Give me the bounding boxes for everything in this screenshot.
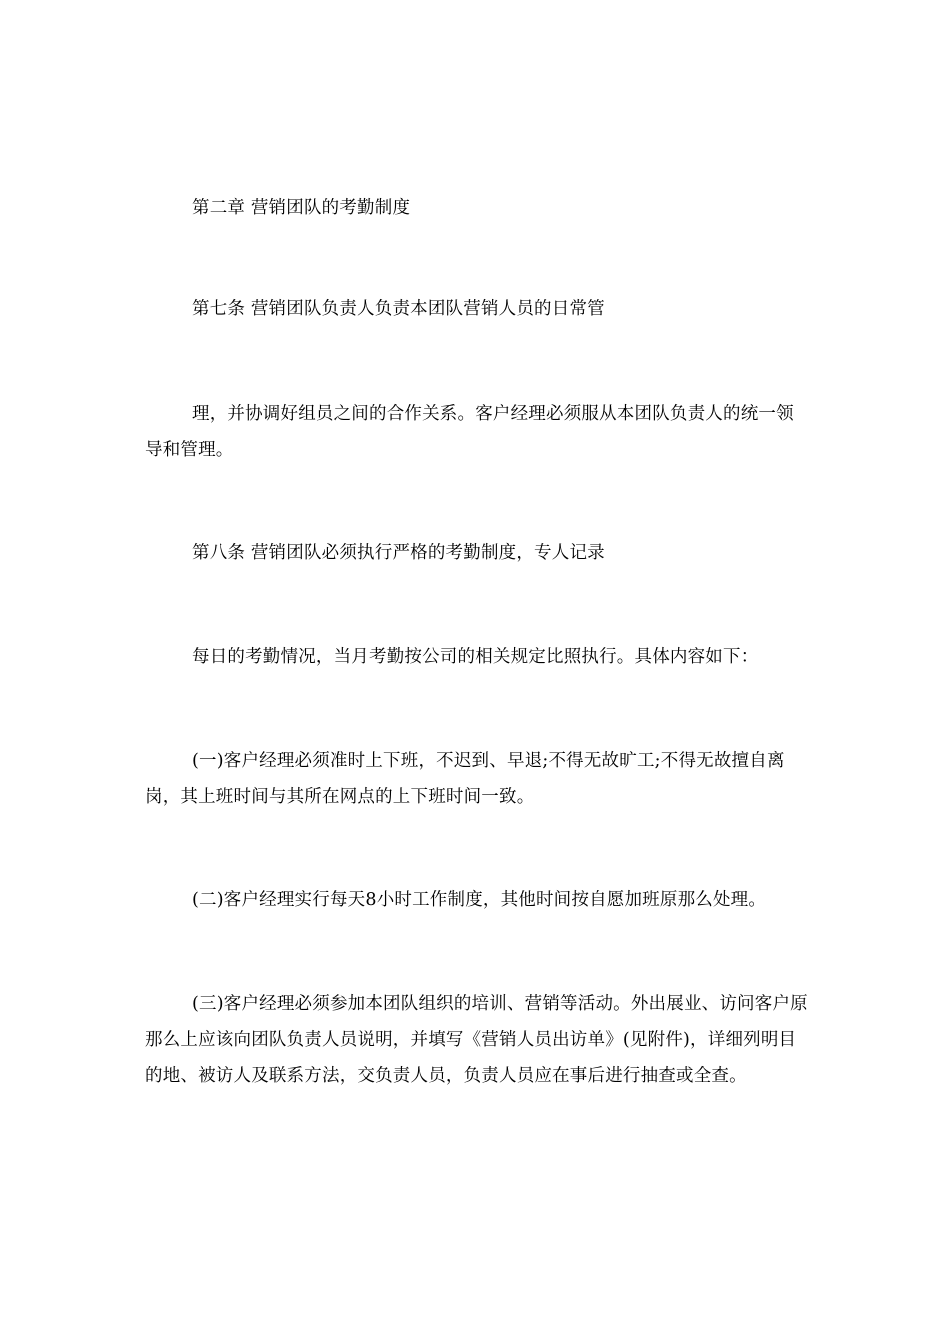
item-1: (一)客户经理必须准时上下班，不迟到、早退;不得无故旷工;不得无故擅自离岗，其上班时间与其所在网点的上下班时间一致。	[145, 751, 785, 807]
article-7-body: 理，并协调好组员之间的合作关系。客户经理必须服从本团队负责人的统一领导和管理。	[145, 404, 794, 460]
article-7-heading: 第七条 营销团队负责人负责本团队营销人员的日常管	[192, 299, 605, 319]
item-2: (二)客户经理实行每天8小时工作制度，其他时间按自愿加班原那么处理。	[192, 890, 767, 910]
article-8-body: 每日的考勤情况，当月考勤按公司的相关规定比照执行。具体内容如下：	[192, 647, 759, 667]
article-8-heading: 第八条 营销团队必须执行严格的考勤制度，专人记录	[192, 543, 605, 563]
chapter-title: 第二章 营销团队的考勤制度	[192, 198, 411, 218]
item-3: (三)客户经理必须参加本团队组织的培训、营销等活动。外出展业、访问客户原那么上应该向团队负责人员说明，并填写《营销人员出访单》(见附件)，详细列明目的地、被访人及联系方法，交负责人员，负责人员应在事后进行抽查或全查。	[145, 994, 808, 1086]
